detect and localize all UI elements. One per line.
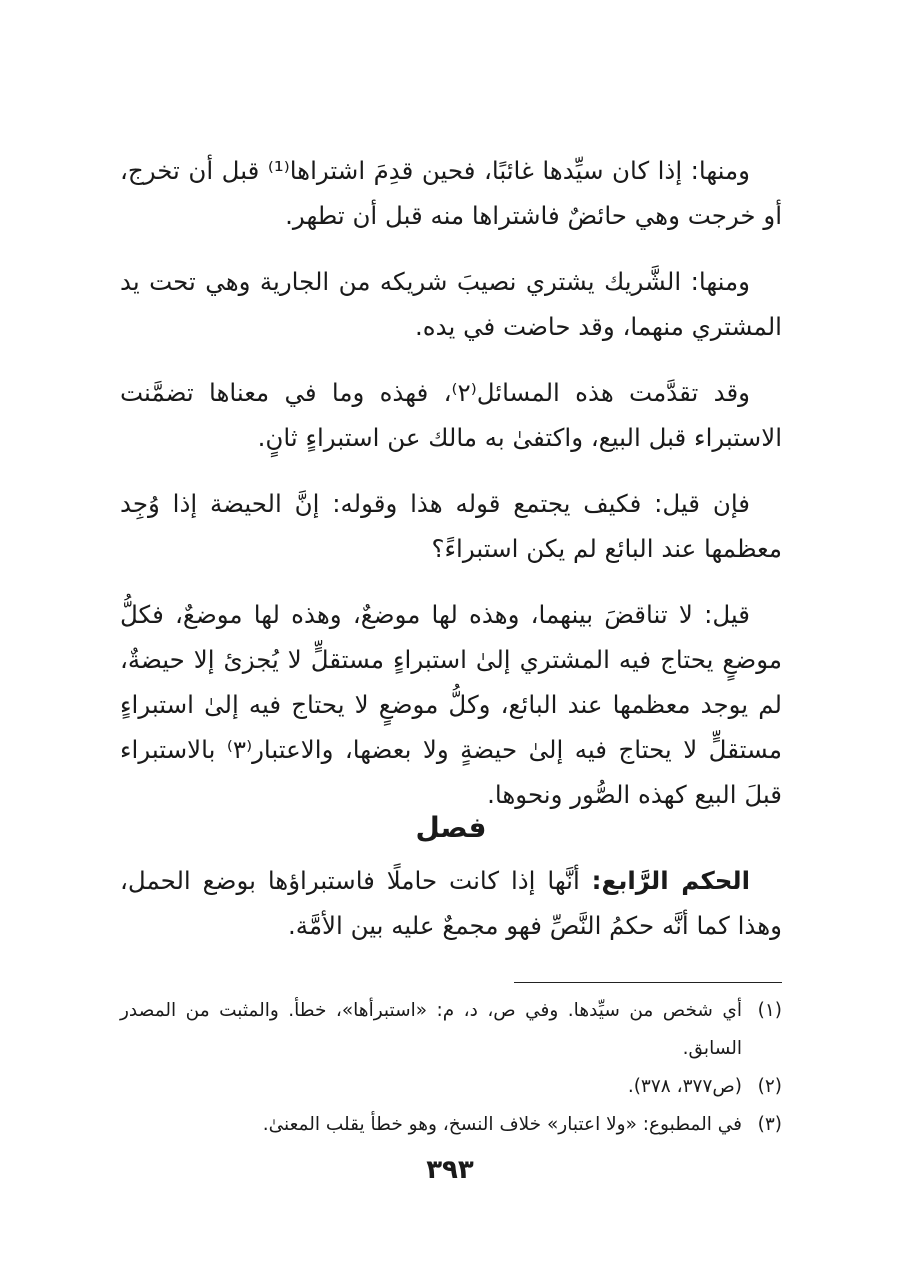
main-text — [120, 148, 782, 817]
section-heading: فصل — [415, 811, 487, 844]
footnote-3 — [120, 1106, 782, 1144]
paragraph-1: ومنها: إذا كان سيِّدها غائبًا، فحين قدِمَ اشتراها⁽¹⁾ قبل أن تخرج، أو خرجت وهي حائضٌ فاشتراها منه قبل أن تطهر. — [120, 156, 782, 230]
rule-paragraph — [120, 858, 782, 948]
footnote-text: في المطبوع: «ولا اعتبار» خلاف النسخ، وهو خطأ يقلب المعنىٰ. — [262, 1114, 742, 1135]
paragraph-3: وقد تقدَّمت هذه المسائل⁽٢⁾، فهذه وما في معناها تضمَّنت الاستبراء قبل البيع، واكتفىٰ به مالك عن استبراءٍ ثانٍ. — [120, 378, 782, 452]
paragraph-2: ومنها: الشَّريك يشتري نصيبَ شريكه من الجارية وهي تحت يد المشتري منهما، وقد حاضت في يده. — [120, 267, 782, 341]
rule-text: أنَّها إذا كانت حاملًا فاستبراؤها بوضع الحمل، وهذا كما أنَّه حكمُ النَّصِّ فهو مجمعٌ عليه بين الأمَّة. — [120, 866, 782, 940]
footnote-text: (ص٣٧٧، ٣٧٨). — [627, 1076, 742, 1097]
paragraph-5: قيل: لا تناقضَ بينهما، وهذه لها موضعٌ، وهذه لها موضعٌ، فكلُّ موضعٍ يحتاج فيه المشتري إلىٰ استبراءٍ مستقلٍّ لا يُجزئ إلا حيضةٌ، لم يوجد معظمها عند البائع، وكلُّ موضعٍ لا يحتاج فيه إلىٰ استبراءٍ مستقلٍّ لا يحتاج فيه إلىٰ حيضةٍ ولا بعضها، والاعتبار⁽٣⁾ بالاستبراء قبلَ البيع كهذه الصُّور ونحوها. — [120, 600, 782, 809]
footnote-number: (٢) — [757, 1076, 782, 1097]
paragraph-4: فإن قيل: فكيف يجتمع قوله هذا وقوله: إنَّ الحيضة إذا وُجِد معظمها عند البائع لم يكن استبراءً؟ — [120, 489, 782, 563]
footnote-2 — [120, 1068, 782, 1106]
footnote-separator — [514, 982, 782, 983]
rule-lead: الحكم الرَّابع: — [591, 866, 751, 895]
footnote-number: (٣) — [757, 1114, 782, 1135]
footnote-1 — [120, 992, 782, 1068]
page-number: ٣٩٣ — [426, 1155, 474, 1185]
footnote-text: أي شخص من سيِّدها. وفي ص، د، م: «استبرأها»، خطأ. والمثبت من المصدر السابق. — [120, 1000, 742, 1059]
footnotes — [120, 992, 782, 1144]
footnote-number: (١) — [757, 1000, 782, 1021]
